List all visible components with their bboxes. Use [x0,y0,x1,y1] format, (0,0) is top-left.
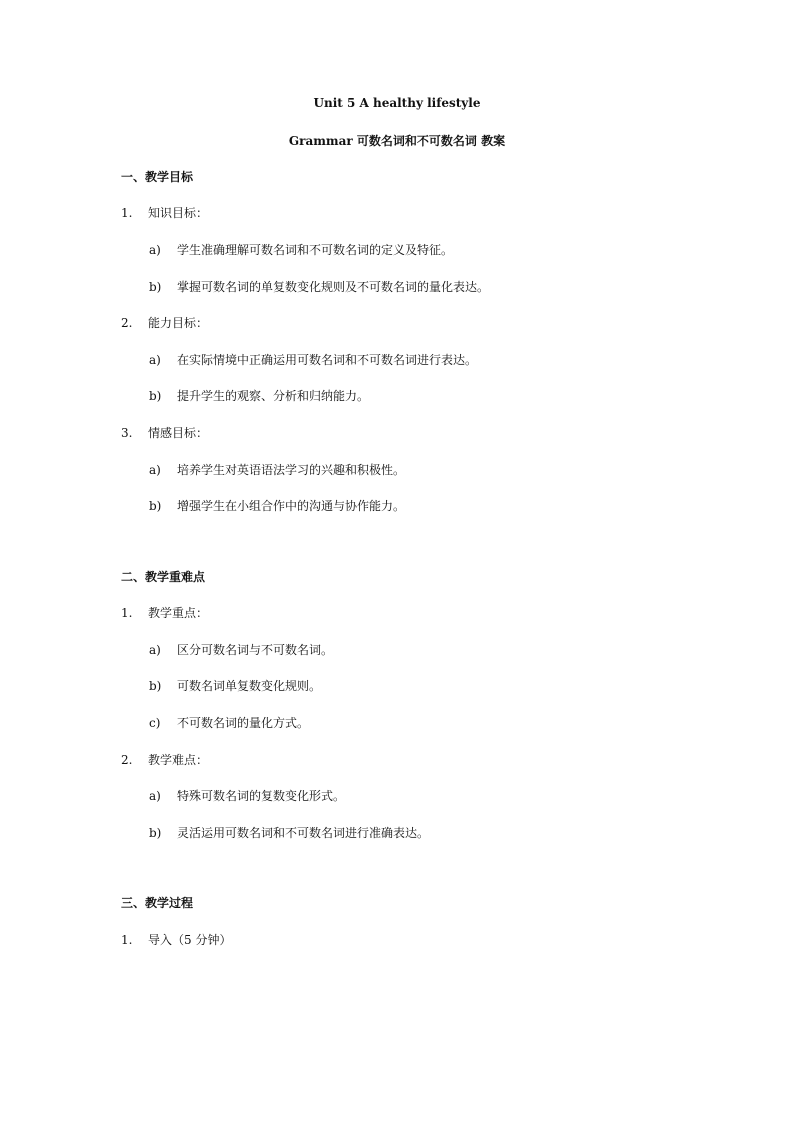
sub-item [149,714,309,731]
list-item [121,931,231,948]
item-number: 1. [121,206,133,220]
sub-item-letter: a) [149,463,161,477]
sub-item-text: 灵活运用可数名词和不可数名词进行准确表达。 [177,826,430,840]
sub-item-letter: b) [149,826,162,840]
sub-item-letter: b) [149,389,162,403]
sub-item-letter: a) [149,353,161,367]
sub-item [149,641,333,658]
sub-item-letter: b) [149,499,162,513]
list-item [121,314,208,331]
item-number: 1. [121,606,133,620]
sub-item [149,824,429,841]
sub-item [149,787,345,804]
item-label: 教学难点： [148,753,209,767]
sub-item-letter: c) [149,716,161,730]
list-item [121,751,208,768]
item-number: 2. [121,316,133,330]
item-label: 能力目标： [148,316,209,330]
sub-item-letter: b) [149,280,162,294]
sub-item-text: 特殊可数名词的复数变化形式。 [177,789,346,803]
item-number: 1. [121,933,133,947]
sub-item-letter: a) [149,243,161,257]
section-heading-process: 三、教学过程 [121,896,194,910]
sub-item [149,241,453,258]
sub-item-text: 不可数名词的量化方式。 [177,716,310,730]
list-item [121,424,208,441]
item-number: 2. [121,753,133,767]
sub-item-text: 掌握可数名词的单复数变化规则及不可数名词的量化表达。 [177,280,490,294]
section-heading-objectives: 一、教学目标 [121,170,194,184]
item-label: 教学重点： [148,606,209,620]
sub-item-letter: b) [149,679,162,693]
item-label: 导入（5 分钟） [148,933,232,947]
sub-item-text: 提升学生的观察、分析和归纳能力。 [177,389,370,403]
list-item [121,604,208,621]
sub-item-text: 学生准确理解可数名词和不可数名词的定义及特征。 [177,243,454,257]
list-item [121,204,208,221]
sub-item [149,677,321,694]
sub-item [149,387,369,404]
sub-item-text: 区分可数名词与不可数名词。 [177,643,334,657]
item-label: 情感目标： [148,426,209,440]
sub-item [149,497,405,514]
document-title: Unit 5 A healthy lifestyle [313,96,481,110]
sub-item-text: 在实际情境中正确运用可数名词和不可数名词进行表达。 [177,353,478,367]
item-number: 3. [121,426,133,440]
section-heading-key-points: 二、教学重难点 [121,570,206,584]
sub-item [149,351,477,368]
document-subtitle: Grammar 可数名词和不可数名词 教案 [288,134,506,148]
sub-item-text: 增强学生在小组合作中的沟通与协作能力。 [177,499,406,513]
sub-item-text: 可数名词单复数变化规则。 [177,679,322,693]
sub-item-letter: a) [149,789,161,803]
sub-item-letter: a) [149,643,161,657]
sub-item [149,278,489,295]
item-label: 知识目标： [148,206,209,220]
sub-item [149,461,405,478]
sub-item-text: 培养学生对英语语法学习的兴趣和积极性。 [177,463,406,477]
